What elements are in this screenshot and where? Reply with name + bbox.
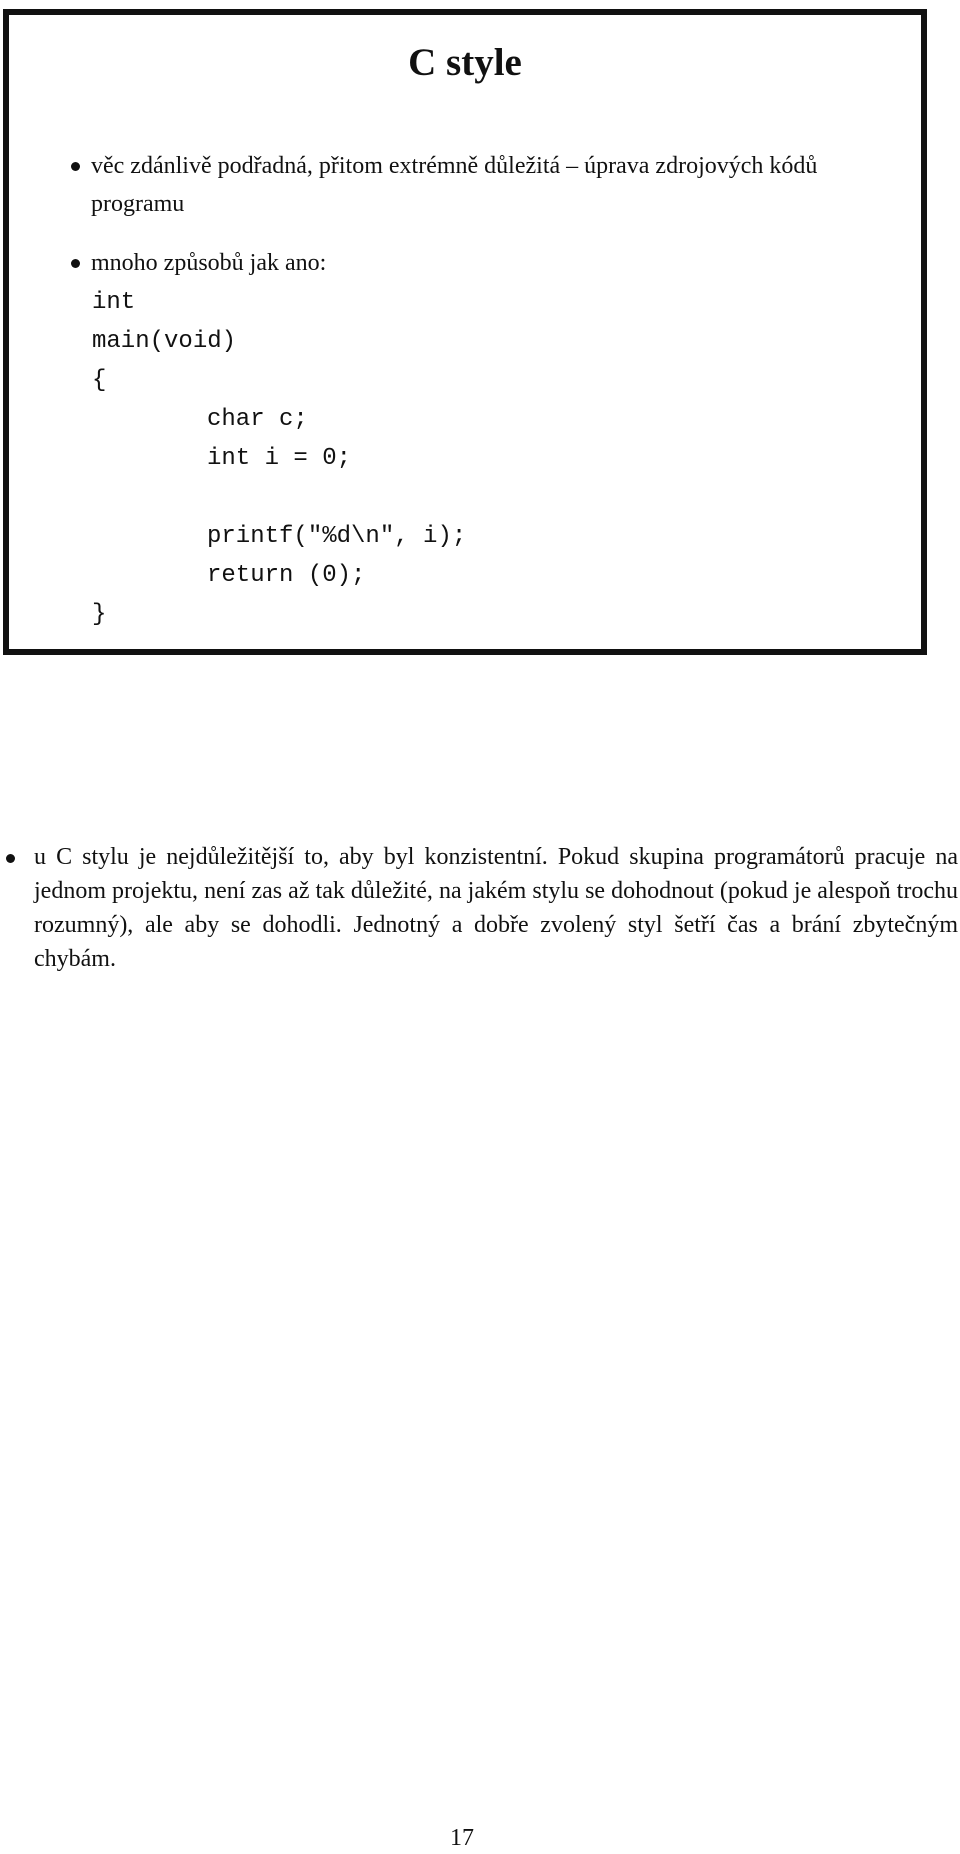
code-line-6: printf("%d\n", i); <box>207 523 467 550</box>
slide-bullet-1: věc zdánlivě podřadná, přitom extrémně důležitá – úprava zdrojových kódů programu <box>91 147 871 223</box>
slide-bullet-2: mnoho způsobů jak ano: <box>91 244 871 282</box>
code-line-4: char c; <box>207 406 308 433</box>
slide-title: C style <box>408 41 522 84</box>
code-line-7: return (0); <box>207 562 366 589</box>
page-number: 17 <box>450 1825 474 1851</box>
slide-frame <box>3 9 927 655</box>
code-line-2: main(void) <box>92 328 237 355</box>
body-paragraph: u C stylu je nejdůležitější to, aby byl konzistentní. Pokud skupina programátorů pracuje na jednom projektu, není zas až tak důležité, na jakém stylu se dohodnout (pokud je alespoň trochu rozumný), ale aby se dohodli. Jednotný a dobře zvolený styl šetří čas a brání zbytečným chybám. <box>34 844 958 972</box>
code-line-3: { <box>92 367 107 394</box>
code-line-1: int <box>92 289 136 316</box>
code-line-8: } <box>92 601 107 628</box>
code-line-5: int i = 0; <box>207 445 352 472</box>
paragraph-bullet-icon <box>6 854 15 863</box>
